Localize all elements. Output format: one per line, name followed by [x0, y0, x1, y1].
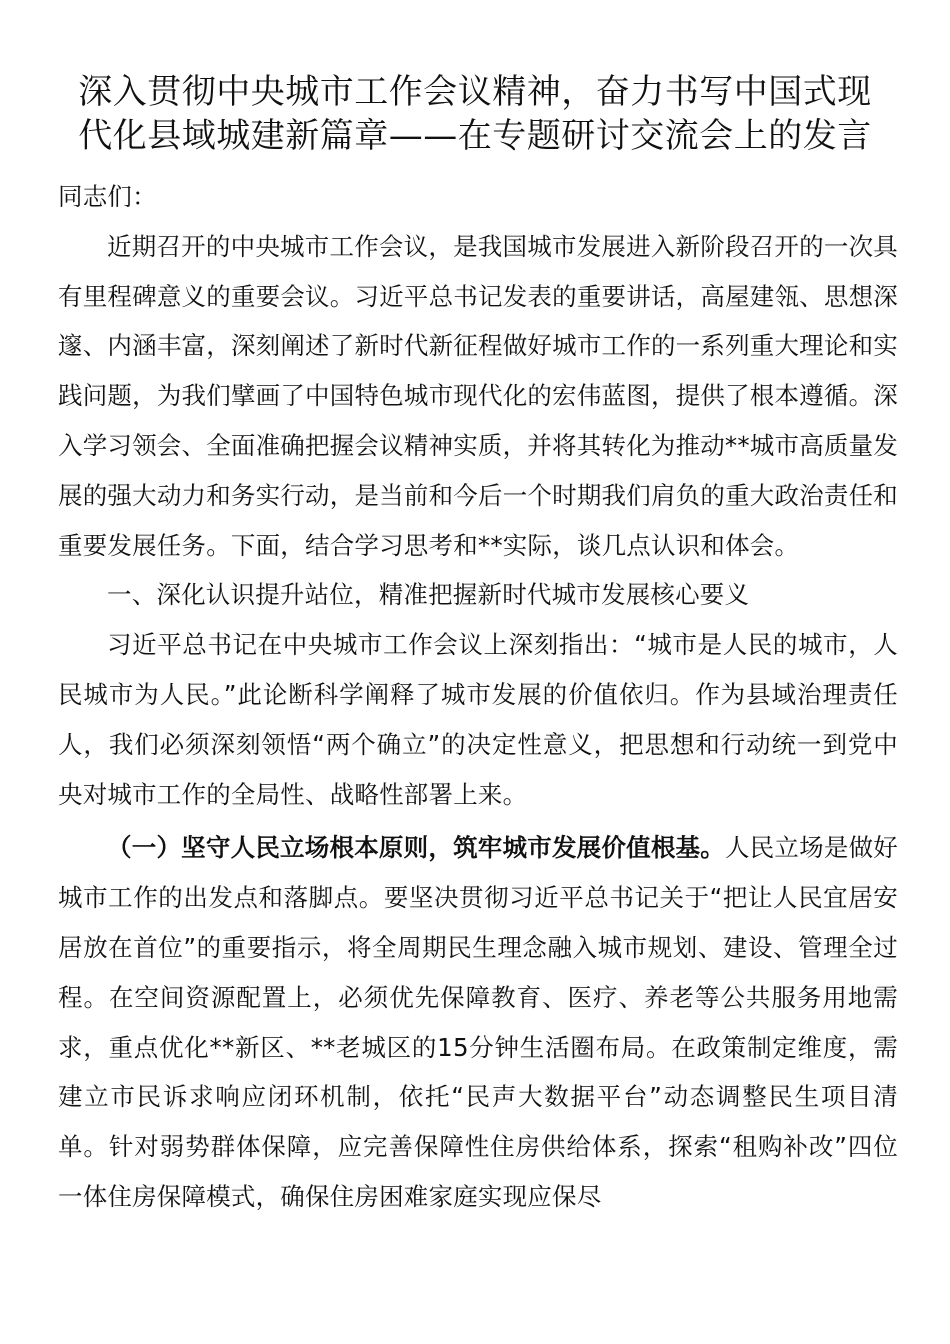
paragraph-subsection-1 — [58, 823, 898, 1221]
paragraph-intro: 近期召开的中央城市工作会议，是我国城市发展进入新阶段召开的一次具有里程碑意义的重要会议。习近平总书记发表的重要讲话，高屋建瓴、思想深邃、内涵丰富，深刻阐述了新时代新征程做好城市工作的一系列重大理论和实践问题，为我们擘画了中国特色城市现代化的宏伟蓝图，提供了根本遵循。深入学习领会、全面准确把握会议精神实质，并将其转化为推动**城市高质量发展的强大动力和务实行动，是当前和今后一个时期我们肩负的重大政治责任和重要发展任务。下面，结合学习思考和**实际，谈几点认识和体会。 — [58, 231, 898, 560]
section-heading-1: 一、深化认识提升站位，精准把握新时代城市发展核心要义 — [107, 580, 750, 610]
title-line-2: 代化县域城建新篇章——在专题研讨交流会上的发言 — [78, 116, 872, 156]
subsection-1-text: 人民立场是做好城市工作的出发点和落脚点。要坚决贯彻习近平总书记关于“把让人民宜居安居放在首位”的重要指示，将全周期民生理念融入城市规划、建设、管理全过程。在空间资源配置上，必须优先保障教育、医疗、养老等公共服务用地需求，重点优化**新区、**老城区的15分钟生活圈布局。在政策制定维度，需建立市民诉求响应闭环机制，依托“民声大数据平台”动态调整民生项目清单。针对弱势群体保障，应完善保障性住房供给体系，探索“租购补改”四位一体住房保障模式，确保住房困难家庭实现应保尽 — [58, 833, 898, 1211]
paragraph-section-1: 习近平总书记在中央城市工作会议上深刻指出：“城市是人民的城市，人民城市为人民。”此论断科学阐释了城市发展的价值依归。作为县域治理责任人，我们必须深刻领悟“两个确立”的决定性意义，把思想和行动统一到党中央对城市工作的全局性、战略性部署上来。 — [58, 630, 898, 809]
title-line-1: 深入贯彻中央城市工作会议精神，奋力书写中国式现 — [78, 72, 872, 112]
document-title — [40, 70, 910, 158]
subsection-1-heading: （一）坚守人民立场根本原则，筑牢城市发展价值根基。 — [107, 833, 725, 863]
document-body — [58, 172, 898, 1222]
salutation: 同志们： — [58, 182, 157, 211]
